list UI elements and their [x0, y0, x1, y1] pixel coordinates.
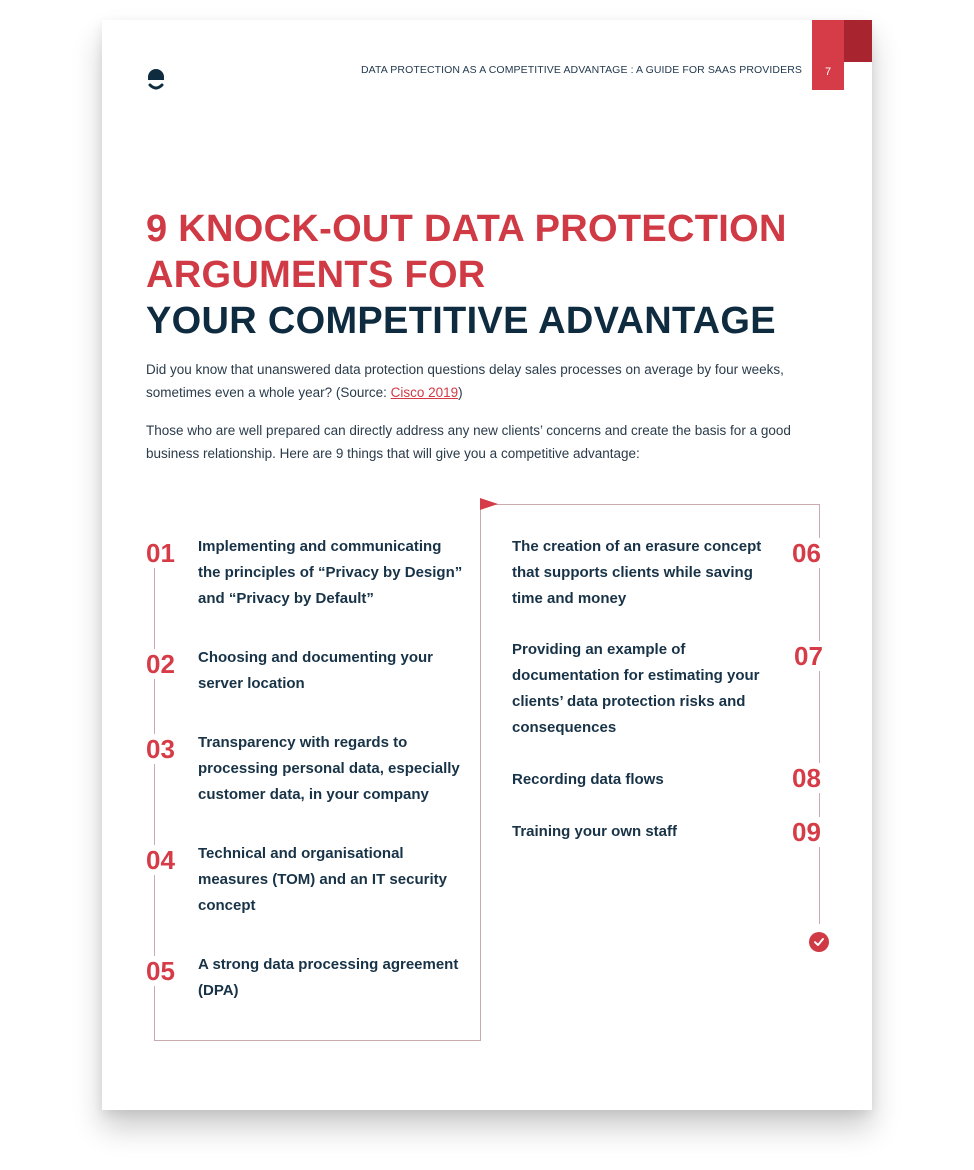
corner-tab-dark [842, 20, 872, 62]
argument-text: The creation of an erasure concept that supports clients while saving time and money [512, 538, 762, 607]
argument-number: 05 [146, 956, 175, 986]
title-line-1: 9 KNOCK-OUT DATA PROTECTION [146, 208, 787, 250]
intro-text: Did you know that unanswered data protection questions delay sales processes on average by four weeks, sometimes even a whole year? (Source: [146, 362, 784, 400]
argument-number: 03 [146, 734, 175, 764]
argument-text: Training your own staff [512, 823, 678, 840]
check-mark-icon [813, 936, 825, 948]
argument-text: Recording data flows [512, 771, 664, 788]
intro-paragraph-1 [146, 358, 826, 404]
page-number: 7 [812, 20, 844, 90]
argument-text: Implementing and communicating the principles of “Privacy by Design” and “Privacy by Default” [198, 538, 463, 607]
argument-text: Technical and organisational measures (TOM) and an IT security concept [198, 845, 447, 914]
argument-text: A strong data processing agreement (DPA) [198, 956, 459, 999]
argument-number: 09 [792, 817, 821, 847]
timeline-bottom [154, 1040, 481, 1041]
argument-number: 04 [146, 845, 175, 875]
title-line-3: YOUR COMPETITIVE ADVANTAGE [146, 300, 776, 342]
argument-number: 01 [146, 538, 175, 568]
eperi-logo-icon [146, 64, 166, 92]
argument-number: 08 [792, 763, 821, 793]
intro-text-end: ) [458, 385, 463, 400]
flag-icon [480, 498, 498, 510]
page-title [146, 206, 787, 344]
argument-number: 07 [794, 641, 823, 671]
title-line-2: ARGUMENTS FOR [146, 254, 486, 296]
argument-text: Choosing and documenting your server location [198, 649, 433, 692]
argument-number: 02 [146, 649, 175, 679]
document-page [102, 20, 872, 1110]
intro-paragraph-2: Those who are well prepared can directly address any new clients’ concerns and create the basis for a good business relationship. Here are 9 things that will give you a competitive advantage: [146, 423, 791, 461]
source-link[interactable]: Cisco 2019 [390, 385, 459, 400]
argument-number: 06 [792, 538, 821, 568]
argument-text: Transparency with regards to processing personal data, especially customer data, in your company [198, 734, 460, 803]
argument-text: Providing an example of documentation for estimating your clients’ data protection risks and consequences [512, 641, 760, 736]
timeline-middle-vertical [480, 504, 481, 1041]
timeline-top [480, 504, 820, 505]
check-circle-icon [809, 932, 829, 952]
running-header: DATA PROTECTION AS A COMPETITIVE ADVANTAGE : A GUIDE FOR SAAS PROVIDERS [361, 64, 802, 76]
